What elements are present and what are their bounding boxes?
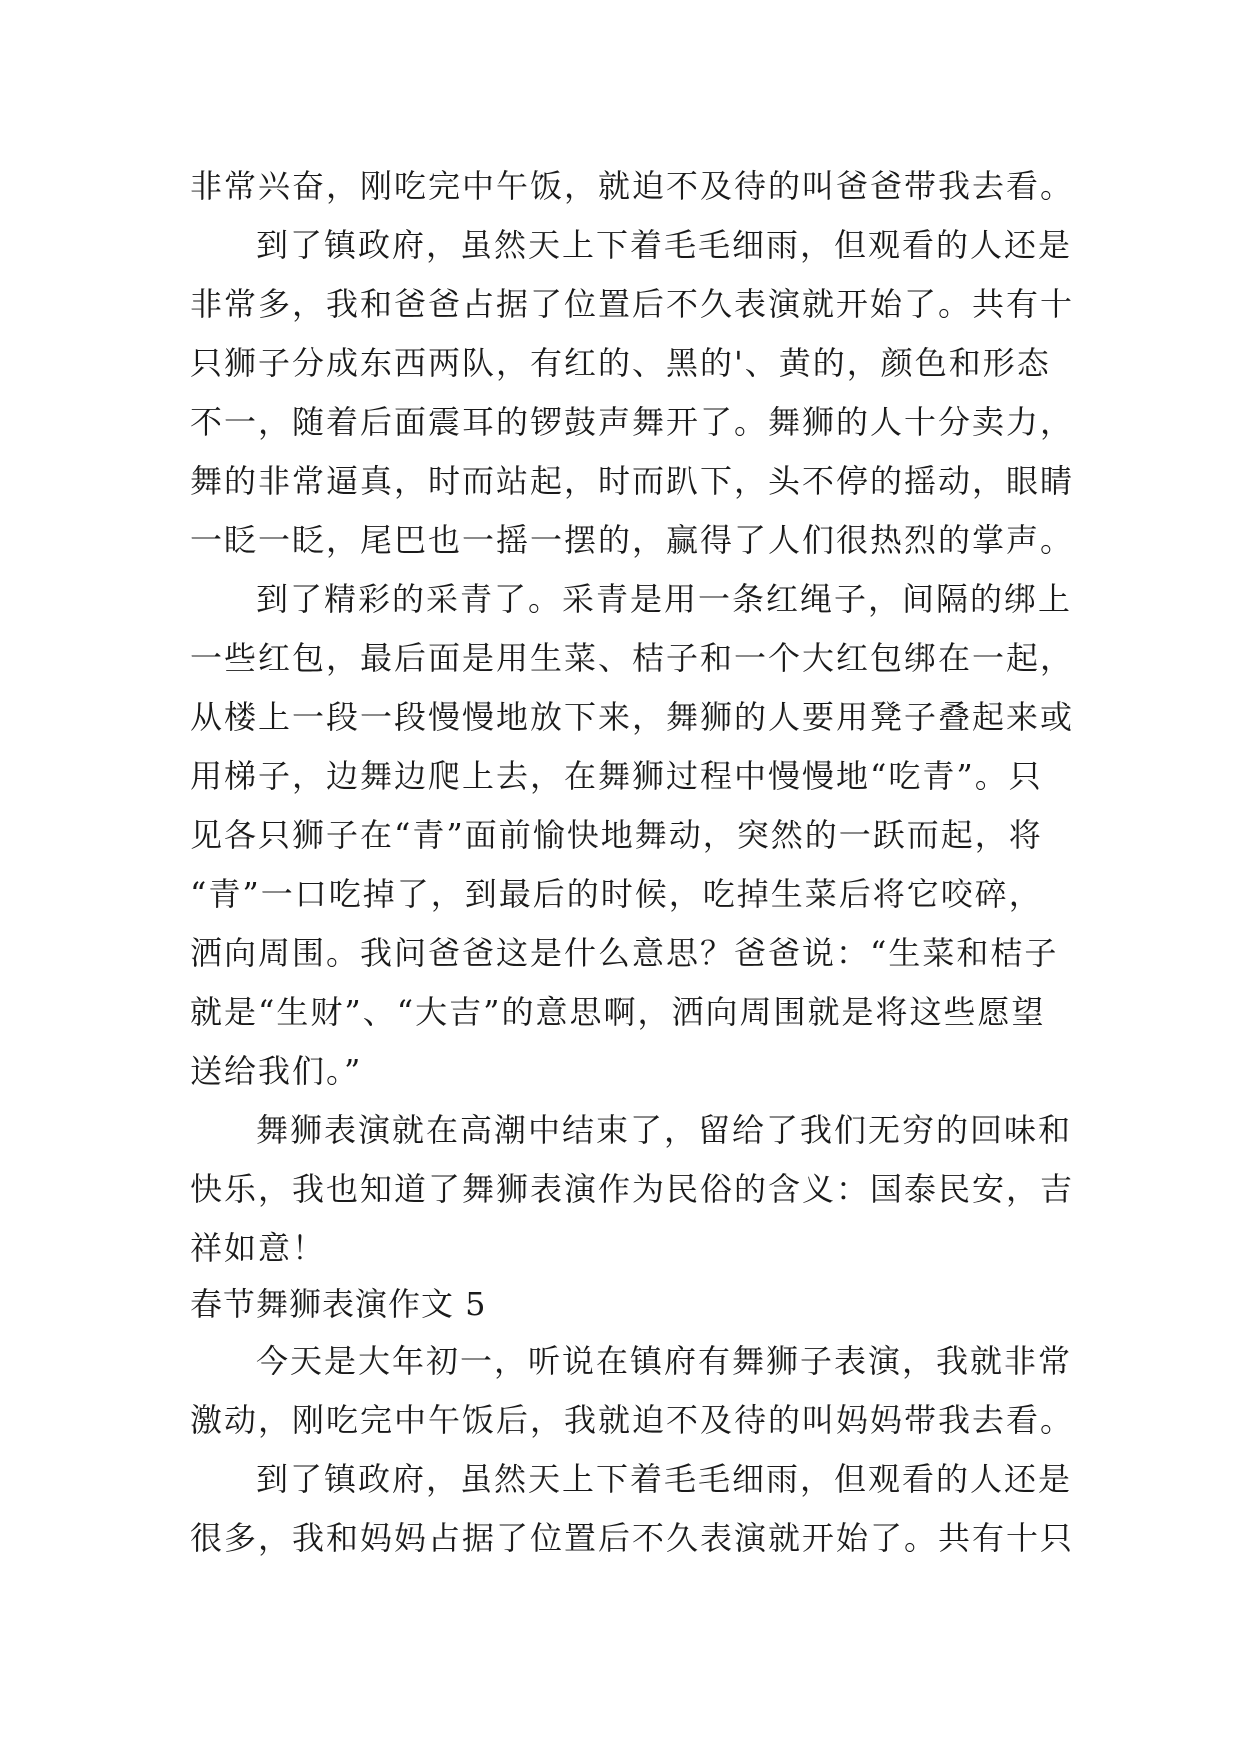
text-line: 一眨一眨，尾巴也一摇一摆的，赢得了人们很热烈的掌声。	[190, 521, 1075, 559]
text-line: 就是“生财”、“大吉”的意思啊，洒向周围就是将这些愿望	[190, 993, 1046, 1031]
paragraph-first-line: 到了镇政府，虽然天上下着毛毛细雨，但观看的人还是	[256, 1460, 1073, 1498]
paragraph-first-line: 舞狮表演就在高潮中结束了，留给了我们无穷的回味和	[256, 1111, 1073, 1149]
text-line: 激动，刚吃完中午饭后，我就迫不及待的叫妈妈带我去看。	[190, 1401, 1075, 1439]
section-heading: 春节舞狮表演作文 5	[190, 1285, 487, 1323]
text-line: 不一，随着后面震耳的锣鼓声舞开了。舞狮的人十分卖力，	[190, 403, 1075, 441]
text-line: 非常兴奋，刚吃完中午饭，就迫不及待的叫爸爸带我去看。	[190, 167, 1075, 205]
text-line: 非常多，我和爸爸占据了位置后不久表演就开始了。共有十	[190, 285, 1075, 323]
text-line: 送给我们。”	[190, 1052, 363, 1090]
text-line: 舞的非常逼真，时而站起，时而趴下，头不停的摇动，眼睛	[190, 462, 1075, 500]
text-line: 很多，我和妈妈占据了位置后不久表演就开始了。共有十只	[190, 1519, 1075, 1557]
text-line: 祥如意！	[190, 1229, 327, 1267]
text-line: “青”一口吃掉了，到最后的时候，吃掉生菜后将它咬碎，	[190, 875, 1043, 913]
paragraph-first-line: 到了镇政府，虽然天上下着毛毛细雨，但观看的人还是	[256, 226, 1073, 264]
text-line: 用梯子，边舞边爬上去，在舞狮过程中慢慢地“吃青”。只	[190, 757, 1043, 795]
text-line: 只狮子分成东西两队，有红的、黑的'、黄的，颜色和形态	[190, 344, 1051, 382]
text-line: 从楼上一段一段慢慢地放下来，舞狮的人要用凳子叠起来或	[190, 698, 1075, 736]
text-line: 洒向周围。我问爸爸这是什么意思？爸爸说：“生菜和桔子	[190, 934, 1059, 972]
text-line: 一些红包，最后面是用生菜、桔子和一个大红包绑在一起，	[190, 639, 1075, 677]
text-line: 快乐，我也知道了舞狮表演作为民俗的含义：国泰民安，吉	[190, 1170, 1075, 1208]
paragraph-first-line: 今天是大年初一，听说在镇府有舞狮子表演，我就非常	[256, 1342, 1073, 1380]
text-line: 见各只狮子在“青”面前愉快地舞动，突然的一跃而起，将	[190, 816, 1043, 854]
paragraph-first-line: 到了精彩的采青了。采青是用一条红绳子，间隔的绑上	[256, 580, 1073, 618]
